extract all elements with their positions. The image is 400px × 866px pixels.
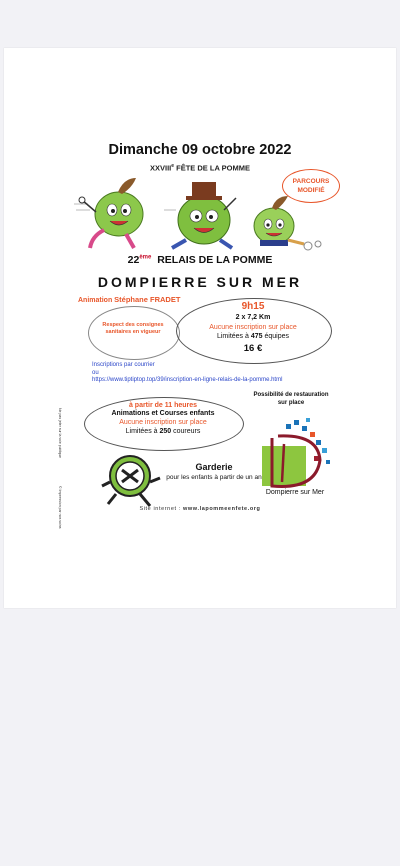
vertical-note-litter: Ne pas jeter sur la voie publique [58, 408, 62, 459]
running-apples-illustration [74, 174, 334, 256]
kids-limit: Limitées à 250 coureurs [125, 428, 201, 435]
race-no-onsite: Aucune inscription sur place [209, 324, 297, 331]
inscriptions-block: Inscriptions par courrier ou https://www.tiptiptop.top/39/inscription-en-ligne-relais-de-la-pomme.html [92, 362, 283, 383]
restauration-notice: Possibilité de restauration sur place [253, 392, 329, 406]
garderie-mascot-illustration [100, 452, 168, 510]
race-distance: 2 x 7,2 Km [235, 314, 271, 321]
kids-no-onsite: Aucune inscription sur place [119, 419, 207, 426]
animation-credit: Animation Stéphane FRADET [78, 295, 181, 304]
apple-runner-1 [79, 178, 143, 248]
town-title: DOMPIERRE SUR MER [97, 274, 303, 290]
dompierre-logo [256, 416, 336, 500]
garderie-text: pour les enfants à partir de un an [166, 474, 262, 481]
sanitary-notice: Respect des consignes sanitaires en vigueur [102, 322, 164, 335]
relais-title: 22ème RELAIS DE LA POMME [127, 254, 273, 266]
race-time: 9h15 [241, 301, 265, 312]
apple-runner-3 [254, 196, 321, 250]
inscriptions-link[interactable]: https://www.tiptiptop.top/39/inscription-en-ligne-relais-de-la-pomme.html [92, 377, 283, 383]
race-limit: Limitées à 475 équipes [216, 333, 289, 340]
poster-page [4, 48, 396, 608]
event-date: Dimanche 09 octobre 2022 [108, 142, 292, 158]
vertical-note-print: © Impression par nos soins [58, 486, 62, 529]
apple-runner-2 [172, 182, 236, 248]
fete-title: XXVIIIe FÊTE DE LA POMME [149, 163, 251, 173]
garderie-title: Garderie [195, 462, 233, 472]
race-price: 16 € [243, 343, 263, 354]
kids-title: Animations et Courses enfants [111, 410, 215, 417]
website-line: Site internet : www.lapommeenfete.org [139, 506, 261, 512]
parcours-badge: PARCOURS MODIFIÉ [282, 169, 340, 203]
website-link[interactable]: www.lapommeenfete.org [183, 506, 261, 512]
kids-time: à partir de 11 heures [128, 402, 198, 409]
logo-caption: Dompierre sur Mer [265, 489, 325, 496]
